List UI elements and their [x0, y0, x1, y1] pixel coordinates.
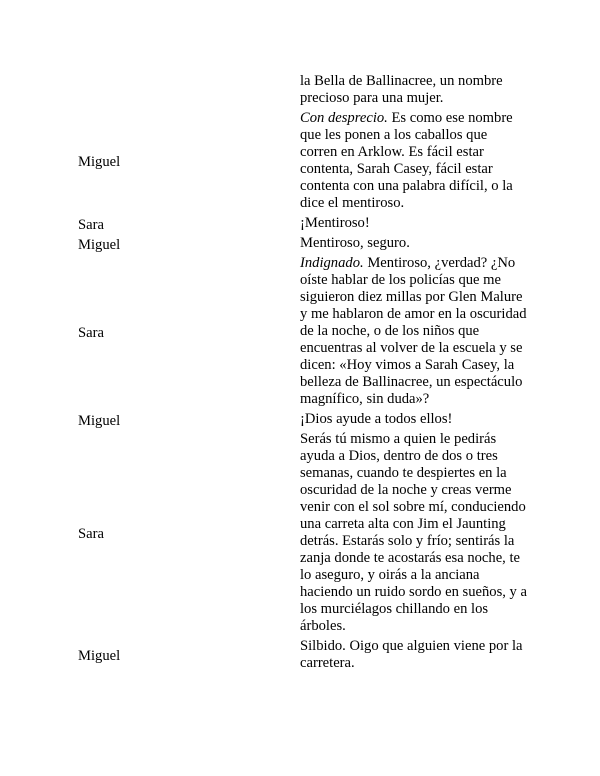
dialogue-line [300, 215, 528, 235]
speaker-name: Sara [78, 526, 104, 542]
dialogue-text [300, 411, 528, 431]
speaker-name: Sara [78, 324, 104, 341]
dialogue-text [300, 255, 528, 411]
dialogue-line [300, 431, 528, 638]
dialogue-text [300, 215, 528, 235]
speaker-name: Miguel [78, 236, 121, 253]
dialogue-text [300, 638, 528, 675]
dialogue-text [300, 73, 528, 110]
dialogue-line [300, 638, 528, 675]
dialogue-table [78, 73, 528, 675]
dialogue-row [78, 411, 528, 431]
dialogue-row [78, 255, 528, 411]
dialogue-line [300, 73, 528, 110]
spoken-text: Mentiroso, seguro. [300, 235, 410, 251]
dialogue-text [300, 235, 528, 255]
speaker-name: Sara [78, 216, 104, 233]
dialogue-row [78, 73, 528, 110]
dialogue-text [300, 110, 528, 215]
spoken-text: Es como ese nombre que les ponen a los caballos que corren en Arklow. Es fácil estar contenta, Sarah Casey, fácil estar contenta con una palabra difícil, o la dice el mentiroso. [300, 110, 513, 211]
dialogue-text [300, 431, 528, 638]
dialogue-line [300, 255, 528, 411]
dialogue-row [78, 235, 528, 255]
spoken-text: la Bella de Ballinacree, un nombre precioso para una mujer. [300, 73, 503, 106]
stage-direction: Con desprecio. [300, 110, 388, 126]
dialogue-line [300, 110, 528, 215]
dialogue-row [78, 431, 528, 638]
spoken-text: Mentiroso, ¿verdad? ¿No oíste hablar de los policías que me siguieron diez millas por Glen Malure y me hablaron de amor en la oscuridad de la noche, o de los niños que encuentras al volver de la escuela y se dicen: «Hoy vimos a Sarah Casey, la belleza de Ballinacree, un espectáculo magnífico, sin duda»? [300, 255, 527, 407]
speaker-name [78, 73, 300, 110]
spoken-text: Silbido. Oigo que alguien viene por la carretera. [300, 638, 523, 671]
stage-direction: Indignado. [300, 255, 364, 271]
dialogue-line [300, 235, 528, 255]
spoken-text: ¡Dios ayude a todos ellos! [300, 411, 453, 427]
speaker-name: Miguel [78, 412, 121, 429]
speaker-name: Miguel [78, 154, 121, 170]
dialogue-row [78, 110, 528, 215]
dialogue-row [78, 638, 528, 675]
dialogue-row [78, 215, 528, 235]
dialogue-line [300, 411, 528, 431]
speaker-name: Miguel [78, 648, 121, 664]
spoken-text: ¡Mentiroso! [300, 215, 370, 231]
spoken-text: Serás tú mismo a quien le pedirás ayuda a Dios, dentro de dos o tres semanas, cuando te despiertes en la oscuridad de la noche y creas verme venir con el sol sobre mí, conduciendo una carreta alta con Jim el Jaunting detrás. Estarás solo y frío; sentirás la zanja donde te acostarás esa noche, te lo aseguro, y oirás a la anciana haciendo un ruido sordo en sueños, y a los murciélagos chillando en los árboles. [300, 431, 527, 634]
